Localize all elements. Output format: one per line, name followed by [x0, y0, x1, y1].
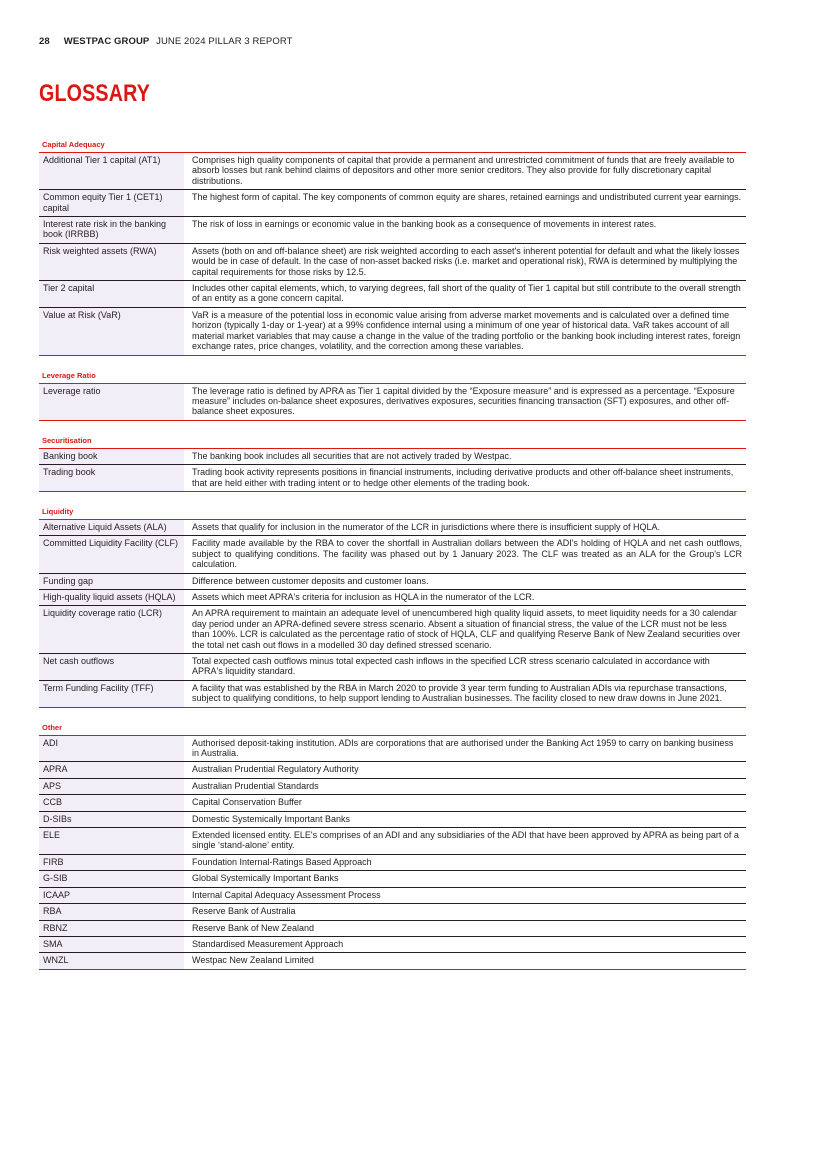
section-heading: Securitisation: [39, 433, 746, 449]
glossary-row: [39, 828, 746, 855]
glossary-definition: Trading book activity represents positions in financial instruments, including derivative products and other off-balance sheet instruments, that are held either with trading intent or to hedge other elements of the trading book.: [192, 467, 734, 488]
glossary-term: SMA: [39, 937, 184, 952]
glossary-definition: A facility that was established by the RBA in March 2020 to provide 3 year term funding to Australian ADIs via repurchase transactions, subject to qualifying conditions, to help support lending to Australian businesses. The facility closed to new draw downs in June 2021.: [192, 682, 727, 704]
glossary-row: [39, 384, 746, 421]
glossary-definition: Internal Capital Adequacy Assessment Process: [192, 889, 381, 900]
glossary-definition: Comprises high quality components of capital that provide a permanent and unrestricted commitment of funds that are freely available to absorb losses but rank behind claims of depositors and other more senior creditors. They also provide for fully discretionary capital distributions.: [192, 155, 735, 186]
glossary-definition: The highest form of capital. The key components of common equity are shares, retained earnings and undistributed current year earnings.: [192, 192, 742, 203]
glossary-term: RBNZ: [39, 921, 184, 936]
glossary-definition: Facility made available by the RBA to cover the shortfall in Australian dollars between the ADI's holding of HQLA and net cash outflows, subject to qualifying conditions. The facility was phased out by 1 January 2023. The CLF was treated as an ALA for the Group's LCR calculation.: [192, 538, 742, 570]
glossary-term: APRA: [39, 762, 184, 777]
section-heading: Liquidity: [39, 504, 746, 520]
glossary-definition: Foundation Internal-Ratings Based Approach: [192, 856, 372, 867]
page-number: 28: [39, 36, 50, 47]
glossary-definition: Difference between customer deposits and customer loans.: [192, 575, 429, 586]
glossary-term: Value at Risk (VaR): [39, 308, 184, 355]
glossary-term: G-SIB: [39, 871, 184, 886]
glossary-term: FIRB: [39, 855, 184, 870]
glossary-row: [39, 855, 746, 871]
glossary-section: [39, 720, 746, 970]
glossary-row: [39, 217, 746, 244]
glossary-definition: Authorised deposit-taking institution. ADIs are corporations that are authorised under the Banking Act 1959 to carry on banking business in Australia.: [192, 737, 734, 759]
glossary-term: Funding gap: [39, 574, 184, 589]
glossary-table: [39, 137, 746, 982]
glossary-term: High-quality liquid assets (HQLA): [39, 590, 184, 605]
glossary-row: [39, 736, 746, 763]
glossary-definition: Total expected cash outflows minus total expected cash inflows in the specified LCR stress scenario calculated in accordance with APRA's liquidity standard.: [192, 656, 710, 677]
glossary-row: [39, 888, 746, 904]
glossary-term: Additional Tier 1 capital (AT1): [39, 153, 184, 189]
page-title: GLOSSARY: [39, 80, 151, 107]
glossary-row: [39, 681, 746, 708]
glossary-row: [39, 574, 746, 590]
glossary-definition: Australian Prudential Regulatory Authority: [192, 764, 359, 775]
report-name: JUNE 2024 PILLAR 3 REPORT: [156, 36, 293, 47]
glossary-term: Term Funding Facility (TFF): [39, 681, 184, 707]
organization-name: WESTPAC GROUP: [63, 36, 150, 47]
glossary-term: Interest rate risk in the banking book (IRRBB): [39, 217, 184, 243]
glossary-term: Banking book: [39, 449, 184, 464]
section-heading: Capital Adequacy: [39, 137, 746, 153]
page-header: [39, 36, 293, 47]
glossary-term: WNZL: [39, 953, 184, 968]
glossary-row: [39, 921, 746, 937]
glossary-term: Trading book: [39, 465, 184, 491]
glossary-definition: Westpac New Zealand Limited: [192, 955, 314, 966]
glossary-row: [39, 520, 746, 536]
glossary-definition: Includes other capital elements, which, to varying degrees, fall short of the quality of Tier 1 capital but still contribute to the overall strength of an entity as a gone concern capital.: [192, 283, 741, 304]
glossary-row: [39, 449, 746, 465]
glossary-row: [39, 795, 746, 811]
glossary-definition: Domestic Systemically Important Banks: [192, 813, 351, 824]
glossary-row: [39, 654, 746, 681]
glossary-term: D-SIBs: [39, 812, 184, 827]
glossary-row: [39, 153, 746, 190]
glossary-row: [39, 244, 746, 281]
glossary-row: [39, 904, 746, 920]
glossary-definition: Assets (both on and off-balance sheet) are risk weighted according to each asset's inherent potential for default and what the likely losses would be in case of default. In the case of non-asset backed risks (i.e. market and operational risk), RWA is determined by multiplying the capital requirements for those risks by 12.5.: [192, 245, 740, 277]
glossary-term: Net cash outflows: [39, 654, 184, 680]
glossary-term: ELE: [39, 828, 184, 854]
glossary-row: [39, 308, 746, 356]
section-heading: Other: [39, 720, 746, 736]
glossary-definition: Capital Conservation Buffer: [192, 797, 302, 808]
glossary-row: [39, 190, 746, 217]
glossary-definition: Reserve Bank of New Zealand: [192, 922, 315, 933]
glossary-definition: The risk of loss in earnings or economic value in the banking book as a consequence of movements in interest rates.: [192, 219, 657, 230]
glossary-definition: Reserve Bank of Australia: [192, 906, 296, 917]
glossary-section: [39, 137, 746, 356]
glossary-row: [39, 590, 746, 606]
glossary-definition: An APRA requirement to maintain an adequate level of unencumbered high quality liquid assets, to meet liquidity needs for a 30 calendar day period under an APRA-defined severe stress scenario. Absent a situation of financial stress, the value of the LCR must not be less than 100%. LCR is calculated as the percentage ratio of stock of HQLA, CLF and qualifying Reserve Bank of New Zealand securities over the total net cash out flows in a modelled 30 day defined stressed scenario.: [192, 608, 741, 650]
glossary-section: [39, 504, 746, 708]
glossary-definition: The leverage ratio is defined by APRA as Tier 1 capital divided by the “Exposure measure” and is expressed as a percentage. “Exposure measure” includes on-balance sheet exposures, derivatives exposures, securities financing transaction (SFT) exposures, and other off-balance sheet exposures.: [192, 385, 735, 417]
glossary-definition: VaR is a measure of the potential loss in economic value arising from adverse market movements and is calculated over a defined time horizon (typically 1-day or 1-year) at a 99% confidence internal using a minimum of one year of historical data. VaR takes account of all material market variables that may cause a change in the value of the trading portfolio or the banking book including interest rates, foreign exchange rates, price changes, volatility, and the correction among these variables.: [192, 309, 741, 352]
glossary-term: Liquidity coverage ratio (LCR): [39, 606, 184, 653]
glossary-term: Committed Liquidity Facility (CLF): [39, 536, 184, 572]
glossary-row: [39, 465, 746, 492]
glossary-definition: Standardised Measurement Approach: [192, 938, 344, 949]
glossary-definition: Australian Prudential Standards: [192, 780, 319, 791]
glossary-definition: Global Systemically Important Banks: [192, 873, 339, 884]
glossary-term: RBA: [39, 904, 184, 919]
glossary-row: [39, 953, 746, 969]
glossary-term: Alternative Liquid Assets (ALA): [39, 520, 184, 535]
glossary-term: Common equity Tier 1 (CET1) capital: [39, 190, 184, 216]
glossary-section: [39, 433, 746, 492]
glossary-definition: Extended licensed entity. ELE's comprises of an ADI and any subsidiaries of the ADI that have been approved by APRA as being part of a single ‘stand-alone’ entity.: [192, 830, 739, 851]
glossary-term: Tier 2 capital: [39, 281, 184, 307]
glossary-term: ICAAP: [39, 888, 184, 903]
glossary-row: [39, 281, 746, 308]
glossary-row: [39, 937, 746, 953]
glossary-term: CCB: [39, 795, 184, 810]
glossary-row: [39, 779, 746, 795]
glossary-definition: The banking book includes all securities that are not actively traded by Westpac.: [192, 450, 512, 461]
glossary-row: [39, 606, 746, 654]
glossary-row: [39, 762, 746, 778]
glossary-section: [39, 368, 746, 421]
glossary-term: Risk weighted assets (RWA): [39, 244, 184, 280]
glossary-term: ADI: [39, 736, 184, 762]
glossary-definition: Assets which meet APRA's criteria for inclusion as HQLA in the numerator of the LCR.: [192, 591, 535, 602]
glossary-term: Leverage ratio: [39, 384, 184, 420]
section-heading: Leverage Ratio: [39, 368, 746, 384]
glossary-definition: Assets that qualify for inclusion in the numerator of the LCR in jurisdictions where there is insufficient supply of HQLA.: [192, 521, 661, 532]
glossary-row: [39, 812, 746, 828]
glossary-row: [39, 871, 746, 887]
glossary-term: APS: [39, 779, 184, 794]
glossary-row: [39, 536, 746, 573]
